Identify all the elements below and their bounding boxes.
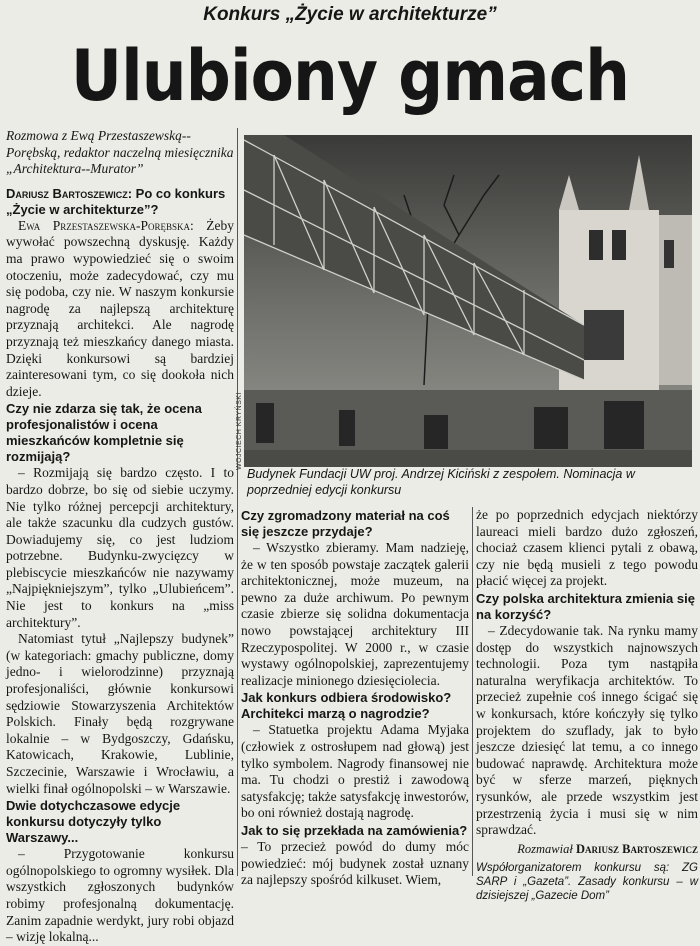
article-column-2 (241, 507, 469, 889)
answer-6: – Statuetka projektu Adama Myjaka (człowiek z ostrosłupem nad głową) jest tylko symbolem. Nagrody finansowej nie ma. Tu chodzi o prestiż i zawodową satysfakcję; także satysfakcję inwestorów, bo oni również dostają nagrodę. (241, 722, 469, 821)
article-column-3 (476, 507, 698, 903)
interviewer-name: Dariusz Bartoszewicz: (6, 185, 133, 201)
answer-1-text: Żeby wywołać powszechną dyskusję. Każdy ma prawo wypowiedzieć się o swoim otoczeniu, może zadecydować, czy mu się podoba, czy nie. W naszym konkursie nagrodę za najlepszą architekturę przyznają architekci. Ale nagrodę przyznają też mieszkańcy danego miasta. Dzięki konkursowi są bardziej zainteresowani tym, co się dookoła nich dzieje. (6, 217, 234, 399)
photo-credit: WOJCIECH KRYŃSKI (236, 392, 243, 470)
byline-name: Dariusz Bartoszewicz (572, 841, 698, 856)
article-column-1 (6, 128, 234, 946)
page-title: Ulubiony gmach (70, 35, 630, 117)
answer-2: – Rozmijają się bardzo często. I to bardzo dobrze, bo się od siebie uczymy. Nie tylko różnej percepcji architektury, ale także szacunku dla cudzych gustów. Dowiadujemy się, co jest ludziom potrzebne. Budynku-zwycięzcy w plebiscycie mieszkańców nie nazywamy „Najpiękniejszym”, tylko „Ulubieńcem”. Nie jest to konkurs na „miss architektury”. (6, 465, 234, 630)
question-7: Czy polska architektura zmienia się na korzyść? (476, 590, 695, 622)
kicker: Konkurs „Życie w architekturze” (203, 4, 497, 25)
lead-paragraph: Rozmowa z Ewą Przestaszewską--Porębską, redaktor naczelną miesięcznika „Architektura--Murator” (6, 128, 234, 177)
answer-4: – Przygotowanie konkursu ogólnopolskiego to ogromny wysiłek. Dla wszystkich zgłoszonych budynków robimy profesjonalną dokumentację. Zanim zapadnie werdykt, jury robi objazd – wizję lokalną... (6, 846, 234, 945)
interviewee-name: Ewa Przestaszewska-Porębska: (18, 217, 194, 233)
sponsor-note: Współorganizatorem konkursu są: ZG SARP i „Gazeta”. Zasady konkursu – w dzisiejszej „Gazecie Dom” (476, 862, 698, 903)
answer-9: – Zdecydowanie tak. Na rynku mamy dostęp do wszystkich najnowszych technologii. Poza tym nastąpiła naturalna weryfikacja architektów. To przecież zupełnie coś innego ścigać się w konkursach, które kończyły się tylko projektem do szuflady, jak to było jeszcze dziesięć lat temu, a co innego budować naprawdę. Architektura może być w sferze marzeń, pięknych rysunków, ale przede wszystkim jest przestrzenią życia i musi się w nim sprawdzać. (476, 622, 698, 838)
answer-3: Natomiast tytuł „Najlepszy budynek” (w kategoriach: gmachy publiczne, domy jedno- i wielorodzinne) przyznają profesjonaliści, głównie konkursowi sędziowie Stowarzyszenia Architektów Polskich. Finały będą rozgrywane lokalnie – w Bydgoszczy, Gdańsku, Katowicach, Krakowie, Lublinie, Szczecinie, Warszawie i Wrocławiu, a wielki finał ogólnopolski – w Warszawie. (6, 631, 234, 796)
question-1-text: Po co konkurs „Życie w architekturze”? (6, 185, 226, 217)
answer-5: – Wszystko zbieramy. Mam nadzieję, że w ten sposób powstaje zaczątek galerii architektonicznej, może muzeum, na pewno za duże archiwum. Po pewnym czasie zbierze się solidna dokumentacja nowo powstającej architektury III Rzeczypospolitej. W 2000 r., w czasie wystawy ogólnopolskiej, zaprezentujemy realizacje minionego dziesięciolecia. (241, 540, 469, 688)
column-divider-1 (237, 128, 238, 876)
answer-7: – To przecież powód do dumy móc powiedzieć: mój budynek został uznany za najlepszy spośród kilkuset. Wiem, (241, 838, 469, 888)
column-divider-2 (472, 507, 473, 876)
question-4: Czy zgromadzony materiał na coś się jeszcze przydaje? (241, 508, 450, 539)
byline (476, 841, 698, 858)
question-5: Jak konkurs odbiera środowisko? Architekci marzą o nagrodzie? (241, 690, 452, 722)
byline-label: Rozmawiał (517, 841, 573, 856)
question-3: Dwie dotychczasowe edycje konkursu dotyczyły tylko Warszawy... (6, 798, 181, 846)
photo-caption: Budynek Fundacji UW proj. Andrzej Kiciński z zespołem. Nominacja w poprzedniej edycji konkursu (247, 467, 635, 497)
answer-1 (6, 218, 234, 401)
question-2: Czy nie zdarza się tak, że ocena profesjonalistów i ocena mieszkańców kompletnie się rozmijają? (6, 401, 202, 465)
answer-8: że po poprzednich edycjach niektórzy laureaci mieli bardzo dużo zgłoszeń, chociaż czasem klienci pytali z obawą, czy nie będą musieli z tego powodu płacić więcej za projekt. (476, 507, 698, 589)
question-6: Jak to się przekłada na zamówienia? (241, 822, 468, 838)
question-1 (6, 186, 234, 218)
building-photo (244, 135, 692, 467)
